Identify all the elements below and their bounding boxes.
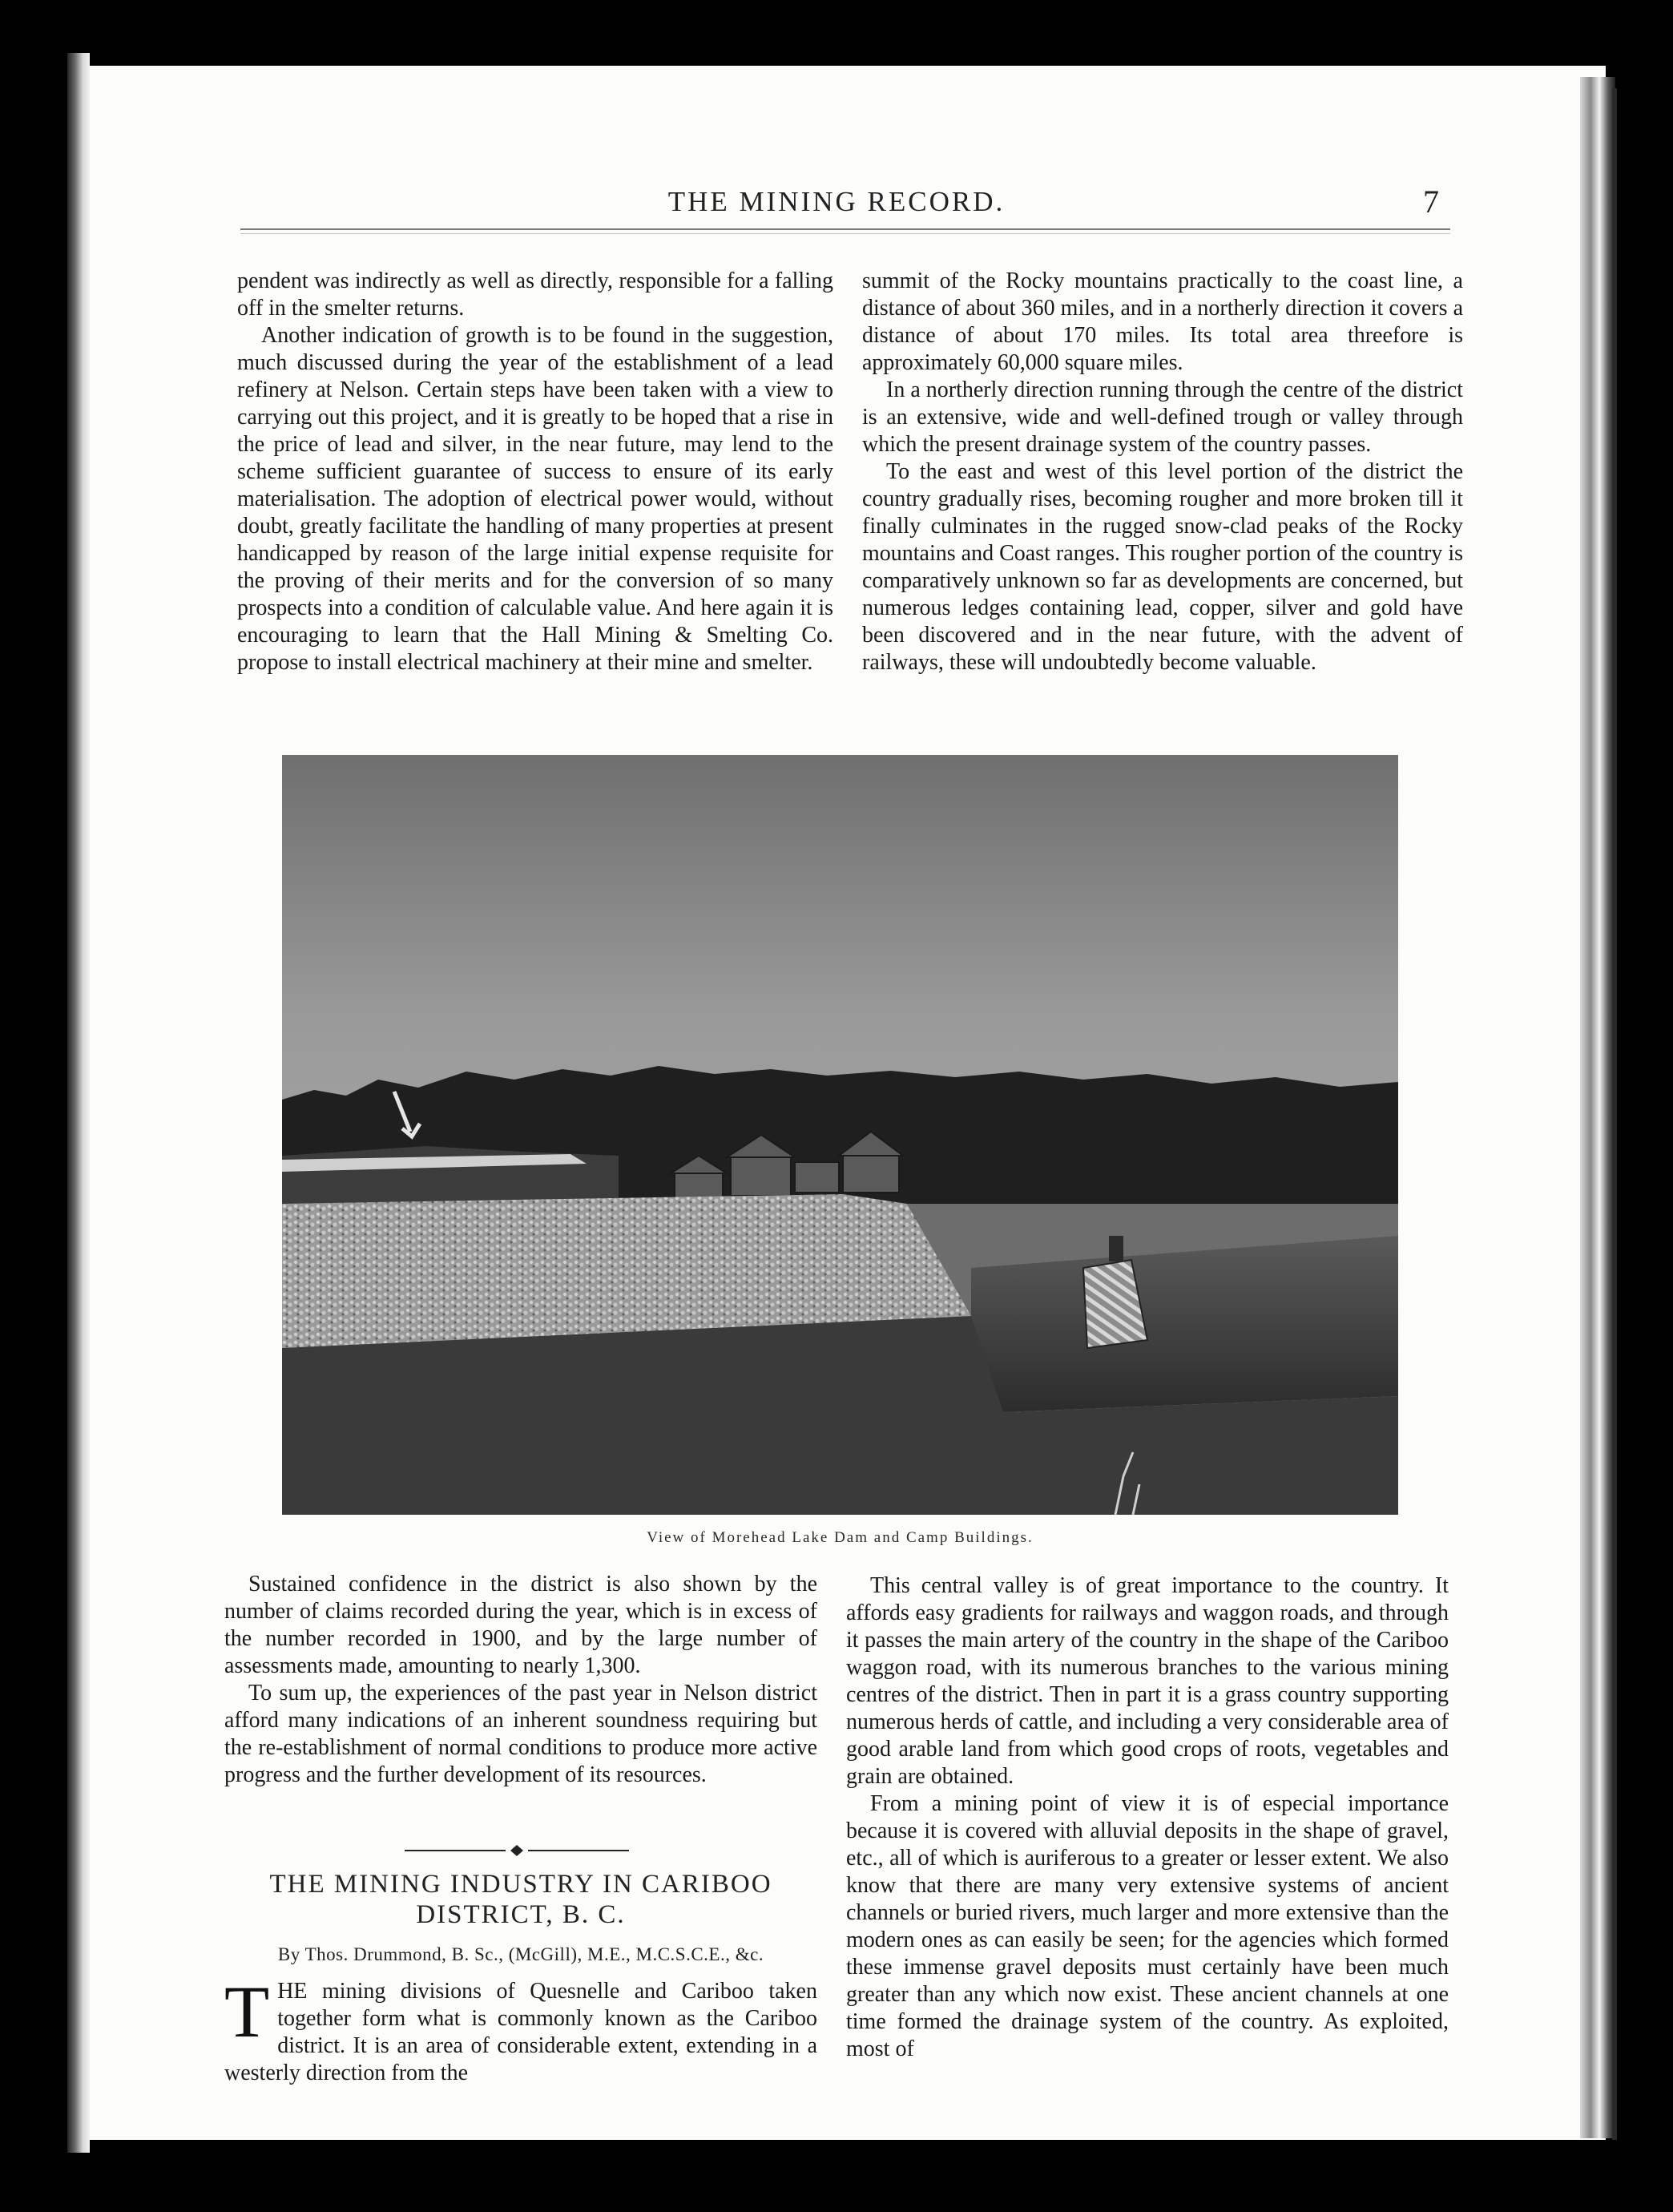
photo-illustration bbox=[282, 755, 1398, 1515]
article-first-paragraph bbox=[224, 1971, 817, 2087]
section-divider-ornament bbox=[405, 1842, 629, 1859]
paragraph: summit of the Rocky mountains practically to the coast line, a distance of about 360 miles, and in a northerly direction it covers a distance of about 170 miles. Its total area threefore is approximately 60,000 square miles. bbox=[862, 268, 1463, 375]
paragraph: To sum up, the experiences of the past year in Nelson district afford many indications of an inherent soundness requiring but the re-establishment of normal conditions to produce more active progress and the further development of its resources. bbox=[224, 1681, 817, 1787]
drop-cap: T bbox=[224, 1971, 270, 2053]
running-header-title: THE MINING RECORD. bbox=[667, 186, 1006, 217]
paragraph: HE mining divisions of Quesnelle and Cariboo taken together form what is commonly known as the Cariboo district. It is an area of considerable extent, extending in a westerly direction from the bbox=[224, 1979, 817, 2085]
book-right-edge bbox=[1580, 77, 1615, 2138]
column-bottom-left bbox=[224, 1571, 817, 1789]
scan-left-edge bbox=[67, 53, 90, 2153]
paragraph: From a mining point of view it is of especial importance because it is covered with alluvial deposits in the shape of gravel, etc., all of which is auriferous to a greater or lesser extent. We also know that there are many very extensive systems of ancient channels or buried rivers, much larger and more extensive than the modern ones as can easily be seen; for the agencies which formed these immense gravel deposits must certainly have been much greater than any which now exist. These ancient channels at one time formed the drainage system of the country. As exploited, most of bbox=[846, 1791, 1449, 2061]
paragraph: Another indication of growth is to be found in the suggestion, much discussed during the year of the establishment of a lead refinery at Nelson. Certain steps have been taken with a view to carrying out this project, and it is greatly to be hoped that a rise in the price of lead and silver, in the near future, may lend to the scheme sufficient guarantee of success to ensure of its early materialisation. The adoption of electrical power would, without doubt, greatly facilitate the handling of many properties at present handicapped by reason of the large initial expense requisite for the proving of their merits and for the conversion of so many prospects into a condition of calculable value. And here again it is encouraging to learn that the Hall Mining & Smelting Co. propose to install electrical machinery at their mine and smelter. bbox=[237, 323, 833, 675]
paragraph: This central valley is of great importance to the country. It affords easy gradients for railways and waggon roads, and through it passes the main artery of the country in the shape of the Cariboo waggon road, with its numerous branches to the various mining centres of the district. Then in part it is a grass country supporting numerous herds of cattle, and including a very considerable area of good arable land from which good crops of roots, vegetables and grain are obtained. bbox=[846, 1573, 1449, 1789]
header-rule bbox=[240, 228, 1450, 230]
photo-caption: View of Morehead Lake Dam and Camp Buildings. bbox=[647, 1529, 1034, 1546]
column-top-right bbox=[862, 268, 1463, 676]
paragraph: Sustained confidence in the district is also shown by the number of claims recorded during the year, which is in excess of the number recorded in 1900, and by the large number of assessments made, amounting to nearly 1,300. bbox=[224, 1572, 817, 1678]
book-binding-line bbox=[1612, 88, 1617, 2140]
column-bottom-right bbox=[846, 1572, 1449, 2063]
page-number: 7 bbox=[1423, 184, 1439, 220]
paragraph: pendent was indirectly as well as directly, responsible for a falling off in the smelter returns. bbox=[237, 268, 833, 321]
column-top-left bbox=[237, 268, 833, 676]
header-rule-secondary bbox=[240, 233, 1450, 234]
article-byline: By Thos. Drummond, B. Sc., (McGill), M.E., M.C.S.C.E., &c. bbox=[277, 1944, 764, 1964]
article-title: THE MINING INDUSTRY IN CARIBOO DISTRICT, B. C. bbox=[269, 1870, 772, 1929]
paragraph: To the east and west of this level portion of the district the country gradually rises, becoming rougher and more broken till it finally culminates in the rugged snow-clad peaks of the Rocky mountains and Coast ranges. This rougher portion of the country is comparatively unknown so far as developments are concerned, but numerous ledges containing lead, copper, silver and gold have been discovered and in the near future, with the advent of railways, these will undoubtedly become valuable. bbox=[862, 459, 1463, 675]
paragraph: In a northerly direction running through the centre of the district is an extensive, wide and well-defined trough or valley through which the present drainage system of the country passes. bbox=[862, 377, 1464, 457]
photograph-lake-dam bbox=[282, 755, 1398, 1515]
